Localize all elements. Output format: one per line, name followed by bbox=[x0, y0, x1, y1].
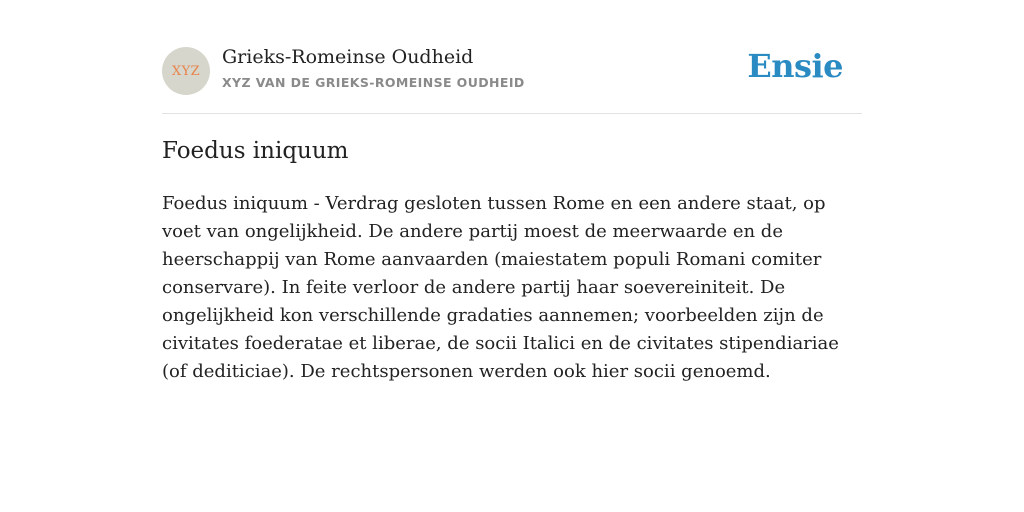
source-avatar[interactable] bbox=[162, 47, 210, 95]
ensie-logo[interactable]: Ensie bbox=[747, 47, 843, 85]
source-subtitle: XYZ VAN DE GRIEKS-ROMEINSE OUDHEID bbox=[222, 75, 525, 90]
source-header bbox=[162, 0, 862, 114]
article-title: Foedus iniquum bbox=[162, 138, 349, 164]
article-body: Foedus iniquum - Verdrag gesloten tussen Rome en een andere staat, op voet van ongelijkheid. De andere partij moest de meerwaarde en de heerschappij van Rome aanvaarden (maiestatem populi Romani comiter conservare). In feite verloor de andere partij haar soevereiniteit. De ongelijkheid kon verschillende gradaties aannemen; voorbeelden zijn de civitates foederatae et liberae, de socii Italici en de civitates stipendiariae (of dediticiae). De rechtspersonen werden ook hier socii genoemd. bbox=[162, 193, 839, 382]
source-title-link[interactable]: Grieks-Romeinse Oudheid bbox=[222, 46, 474, 68]
avatar-text: XYZ bbox=[171, 63, 201, 79]
page-content bbox=[162, 0, 862, 382]
